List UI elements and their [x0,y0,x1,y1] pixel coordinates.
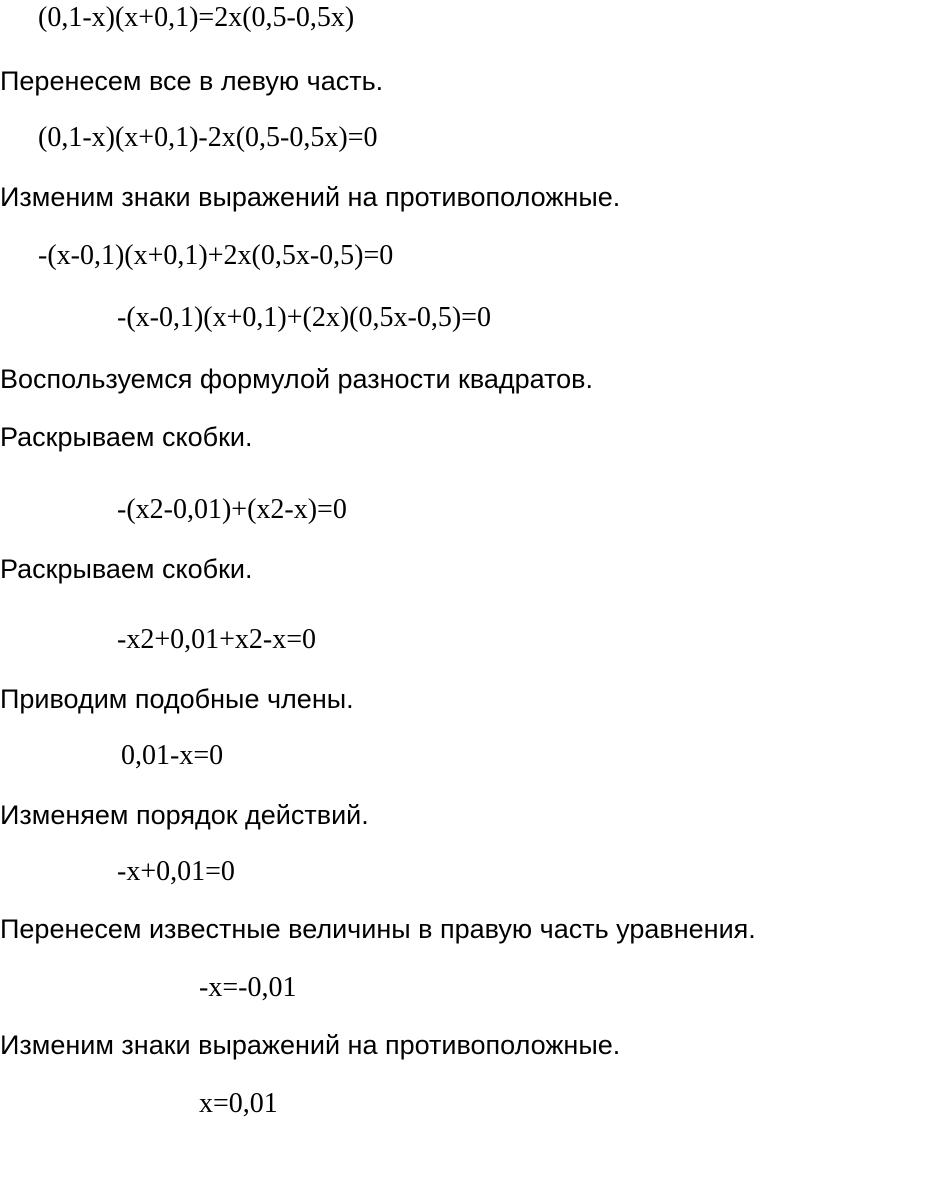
step-text-9: Изменим знаки выражений на противоположные. [0,1030,621,1060]
formula-8: -x+0,01=0 [117,856,235,887]
step-text-1: Перенесем все в левую часть. [0,66,384,96]
formula-9: -x=-0,01 [199,972,297,1003]
step-text-6: Приводим подобные члены. [0,684,354,714]
formula-3: -(x-0,1)(x+0,1)+2x(0,5x-0,5)=0 [38,240,394,271]
step-text-4: Раскрываем скобки. [0,422,253,452]
formula-4: -(x-0,1)(x+0,1)+(2x)(0,5x-0,5)=0 [117,302,491,333]
step-text-7: Изменяем порядок действий. [0,800,369,830]
formula-2: (0,1-x)(x+0,1)-2x(0,5-0,5x)=0 [38,122,378,153]
step-text-8: Перенесем известные величины в правую часть уравнения. [0,914,756,944]
step-text-2: Изменим знаки выражений на противоположные. [0,182,621,212]
formula-1: (0,1-x)(x+0,1)=2x(0,5-0,5x) [38,2,355,33]
formula-10: x=0,01 [199,1088,278,1119]
formula-7: 0,01-x=0 [121,740,224,771]
step-text-5: Раскрываем скобки. [0,554,253,584]
formula-5: -(x2-0,01)+(x2-x)=0 [117,494,347,525]
step-text-3: Воспользуемся формулой разности квадратов. [0,364,594,394]
formula-6: -x2+0,01+x2-x=0 [117,624,317,655]
